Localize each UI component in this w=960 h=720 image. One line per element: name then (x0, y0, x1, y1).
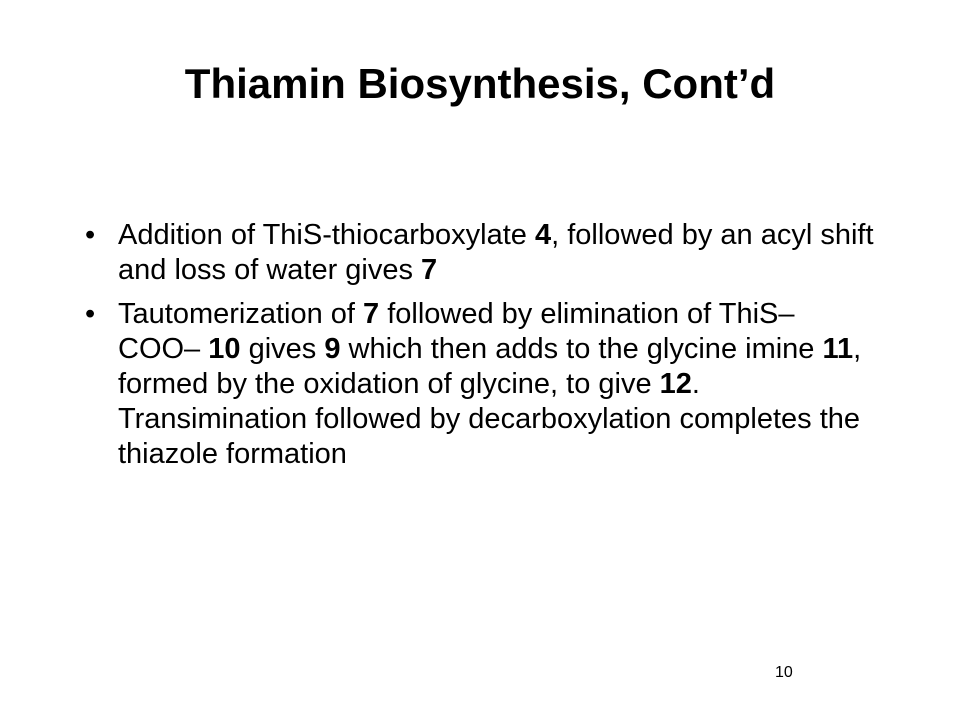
compound-number: 4 (534, 219, 552, 251)
text-segment: Addition of ThiS-thiocarboxylate (118, 219, 535, 251)
bullet-text (118, 219, 874, 286)
page-number: 10 (775, 664, 793, 681)
compound-number: 11 (822, 333, 854, 365)
bullet-list (85, 218, 875, 481)
compound-number: 10 (208, 333, 241, 365)
bullet-icon: • (85, 219, 96, 251)
text-segment: gives (240, 333, 325, 365)
slide-title: Thiamin Biosynthesis, Cont’d (184, 60, 776, 107)
bullet-item (85, 218, 875, 288)
text-segment: Tautomerization of (118, 298, 364, 330)
text-segment: , followed by an acyl shift and loss of water gives (118, 219, 874, 286)
text-segment: , formed by the oxidation of glycine, to give (118, 333, 862, 400)
compound-number: 9 (324, 333, 341, 365)
compound-number: 7 (363, 298, 380, 330)
text-segment: . Transimination followed by decarboxylation completes the thiazole formation (118, 368, 861, 470)
text-segment: which then adds to the glycine imine (340, 333, 823, 365)
bullet-item (85, 297, 875, 472)
text-segment: followed by elimination of ThiS–COO– (118, 298, 795, 365)
compound-number: 7 (421, 254, 438, 286)
bullet-text (118, 298, 861, 470)
bullet-icon: • (85, 298, 96, 330)
compound-number: 12 (659, 368, 692, 400)
